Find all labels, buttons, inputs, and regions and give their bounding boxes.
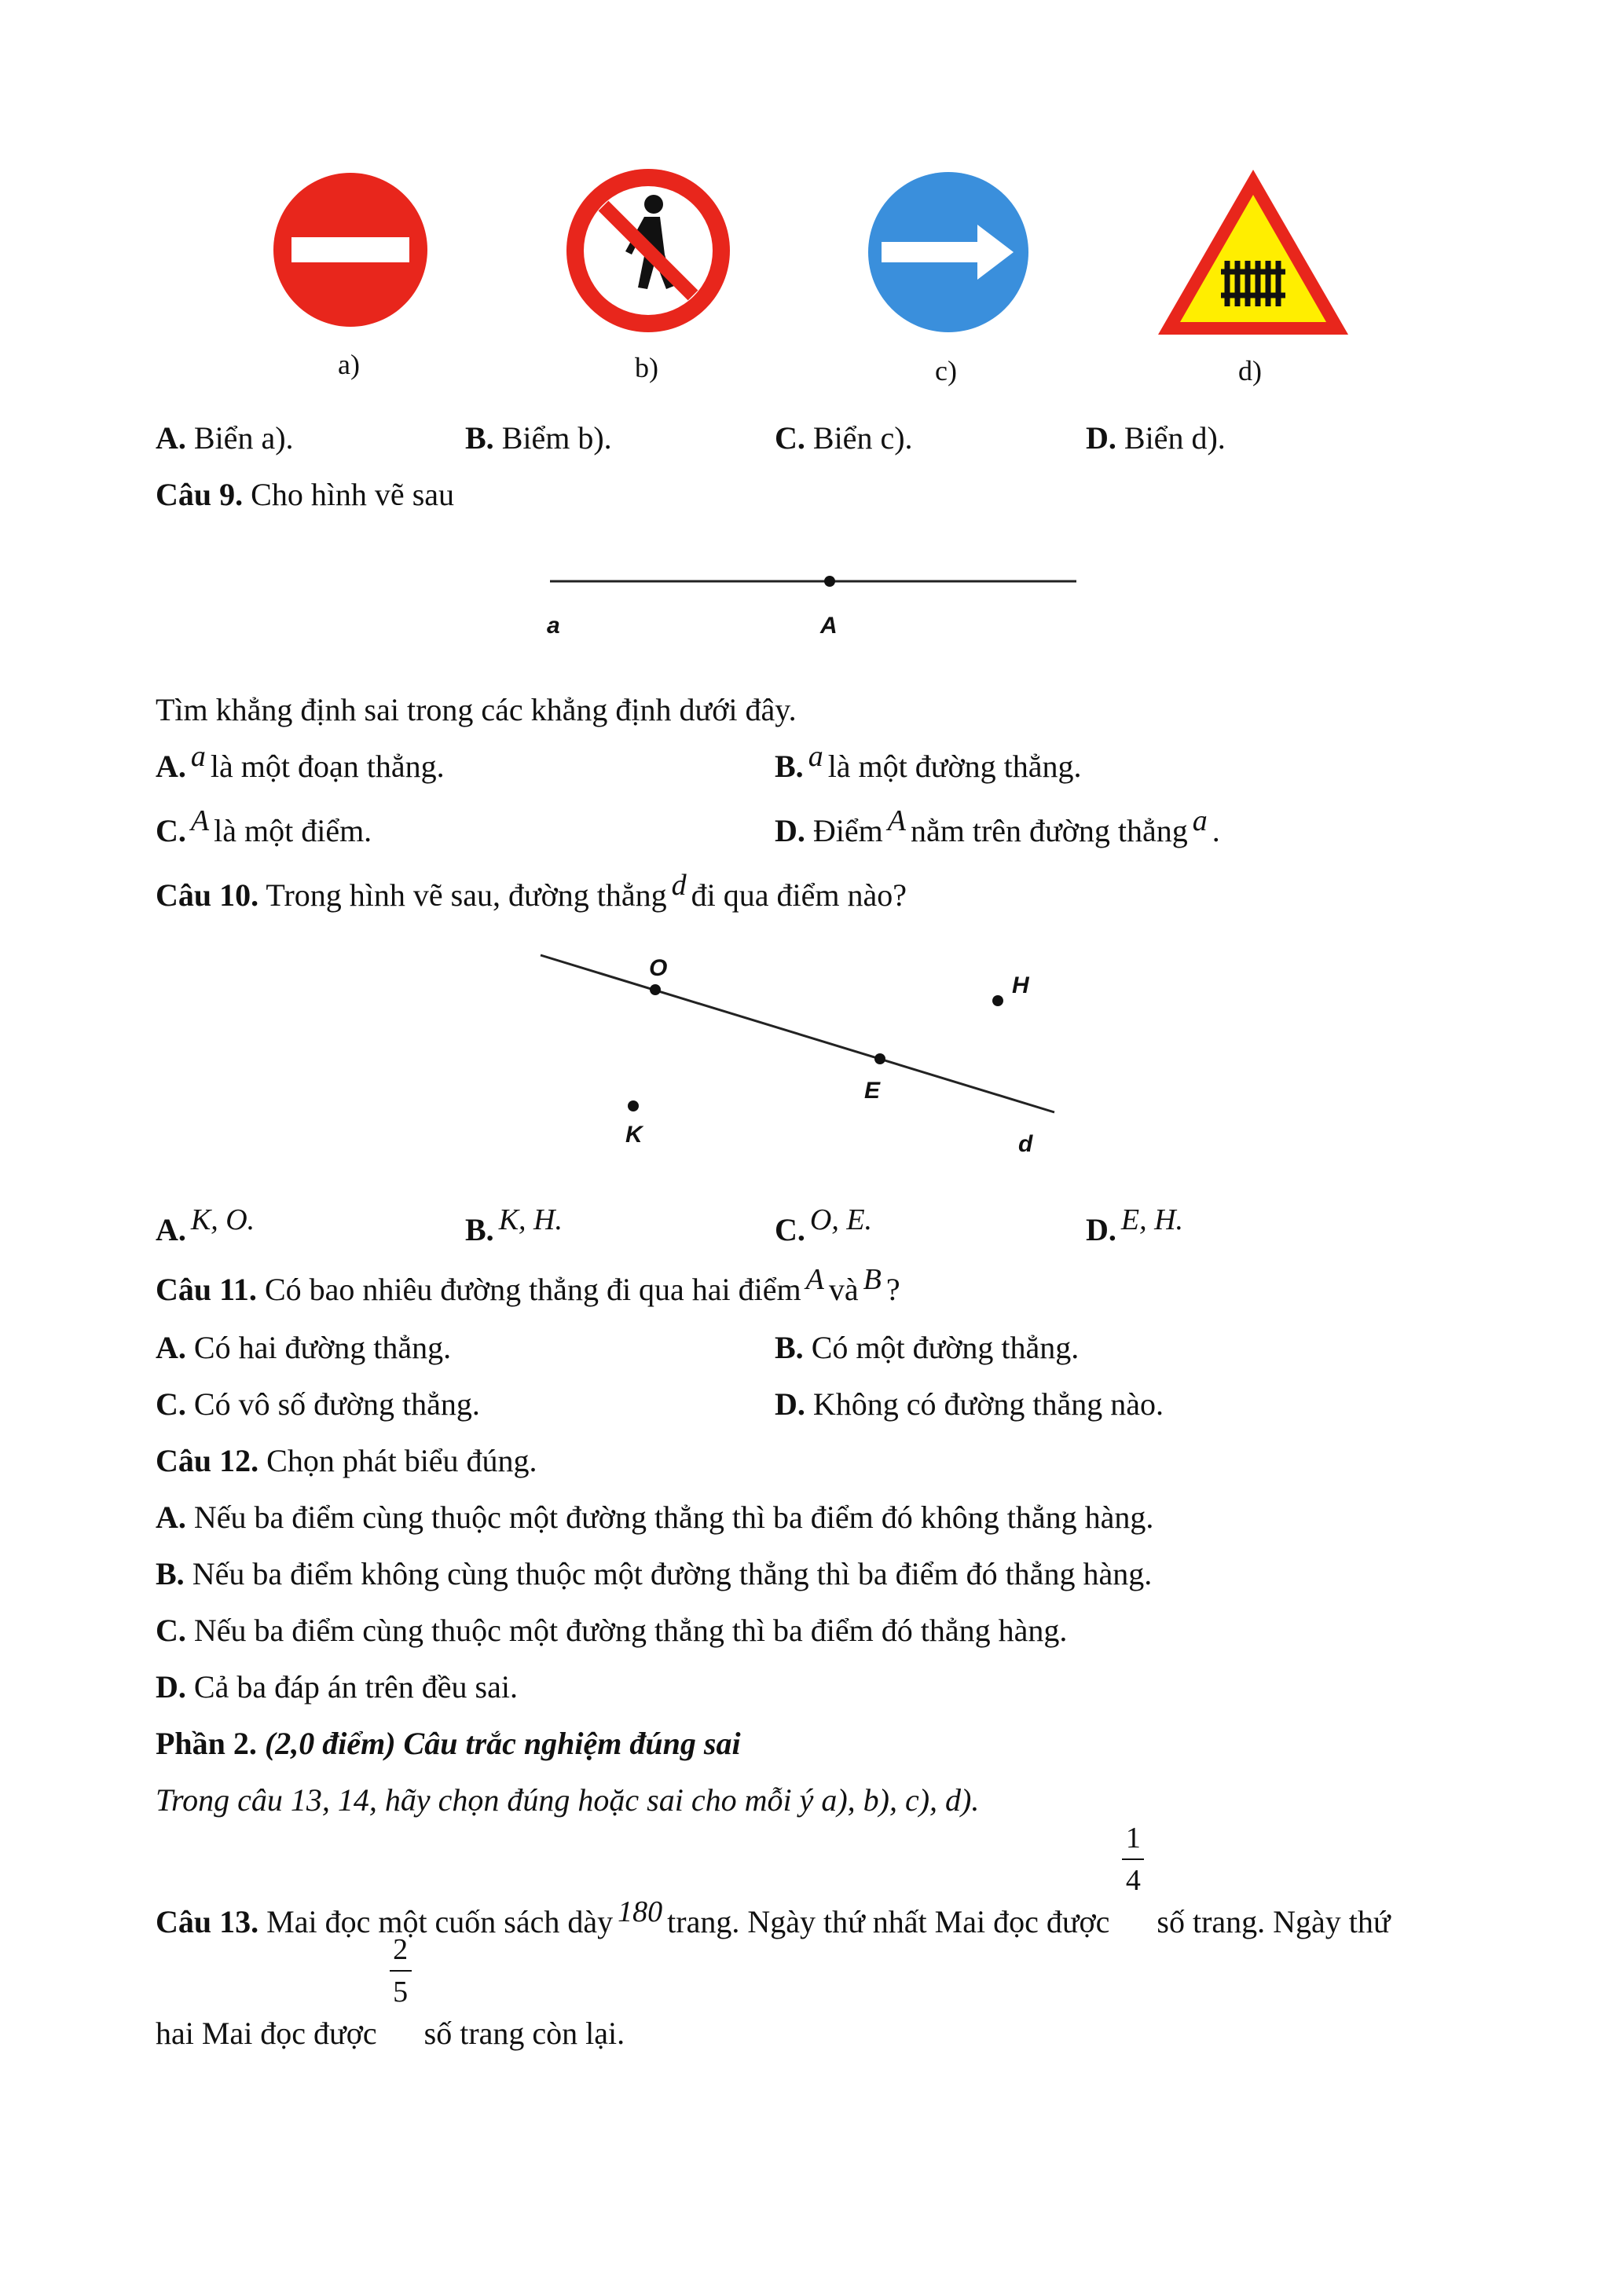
q10-option-a: A. K, O. [156,1203,255,1247]
line-d-label: d [1018,1131,1033,1157]
q11-option-b: B. Có một đường thẳng. [775,1330,1080,1365]
q12-option-a: A. Nếu ba điểm cùng thuộc một đường thẳng thì ba điểm đó không thẳng hàng. [156,1500,1154,1535]
q12-option-b: B. Nếu ba điểm không cùng thuộc một đường thẳng thì ba điểm đó thẳng hàng. [156,1556,1153,1591]
railway-crossing-warning-icon [1155,167,1351,339]
q12-heading: Câu 12. Chọn phát biểu đúng. [156,1443,537,1478]
q9-instruction: Tìm khẳng định sai trong các khẳng định dưới đây. [156,692,797,727]
q8-option-a: A. Biển a). [156,420,294,456]
q11-option-d: D. Không có đường thẳng nào. [775,1386,1164,1422]
q9-heading: Câu 9. Cho hình vẽ sau [156,477,455,512]
line-a-figure [542,566,1084,597]
q13-line2: hai Mai đọc được $\frac{2}{5}$ số trang còn lại. [156,1933,625,2051]
line-a-label: a [547,613,560,639]
q12-option-d: D. Cả ba đáp án trên đều sai. [156,1669,518,1705]
part2-heading: Phần 2. (2,0 điểm) Câu trắc nghiệm đúng sai [156,1726,741,1761]
q10-heading: Câu 10. Trong hình vẽ sau, đường thẳng d đi qua điểm nào? [156,869,907,913]
point-h-label: H [1012,972,1029,998]
q10-option-d: D. E, H. [1086,1203,1184,1247]
no-pedestrians-icon [566,168,731,333]
q9-option-b: B. a là một đường thẳng. [775,740,1082,784]
fraction-one-quarter: $\frac{1}{4}$ [1117,1895,1149,1932]
q8-option-b: B. Biểm b). [465,420,612,456]
q9-option-a: A. a là một đoạn thẳng. [156,740,445,784]
sign-label-d: d) [1238,355,1262,386]
point-e-dot [874,1053,885,1064]
part2-instruction: Trong câu 13, 14, hãy chọn đúng hoặc sai cho mỗi ý a), b), c), d). [156,1782,980,1818]
point-k-dot [628,1100,639,1111]
q11-heading: Câu 11. Có bao nhiêu đường thẳng đi qua hai điểm A và B ? [156,1263,900,1307]
q13-line1: Câu 13. Mai đọc một cuốn sách dày 180 trang. Ngày thứ nhất Mai đọc được $\frac{1}{4}$ số trang. Ngày thứ [156,1822,1391,1939]
point-h-dot [992,995,1003,1006]
point-e-label: E [864,1078,881,1104]
sign-label-a: a) [338,349,360,380]
q10-option-c: C. O, E. [775,1203,873,1247]
point-a-label: A [820,613,838,639]
q11-option-c: C. Có vô số đường thẳng. [156,1386,480,1422]
q10-option-b: B. K, H. [465,1203,563,1247]
q8-option-d: D. Biển d). [1086,420,1226,456]
q11-option-a: A. Có hai đường thẳng. [156,1330,452,1365]
line-d-figure [534,943,1069,1131]
point-k-label: K [625,1122,643,1148]
fraction-two-fifths: $\frac{2}{5}$ [385,2006,416,2044]
point-o-label: O [649,955,668,981]
q12-option-c: C. Nếu ba điểm cùng thuộc một đường thẳng thì ba điểm đó thẳng hàng. [156,1613,1068,1648]
sign-label-c: c) [935,355,957,386]
q9-option-d: D. Điểm A nằm trên đường thẳng a . [775,804,1220,848]
no-entry-icon [272,171,429,328]
point-a-dot [824,576,835,587]
sign-label-b: b) [635,352,658,383]
point-o-dot [650,984,661,995]
q8-option-c: C. Biển c). [775,420,913,456]
go-right-icon [867,171,1029,333]
q9-option-c: C. A là một điểm. [156,804,372,848]
